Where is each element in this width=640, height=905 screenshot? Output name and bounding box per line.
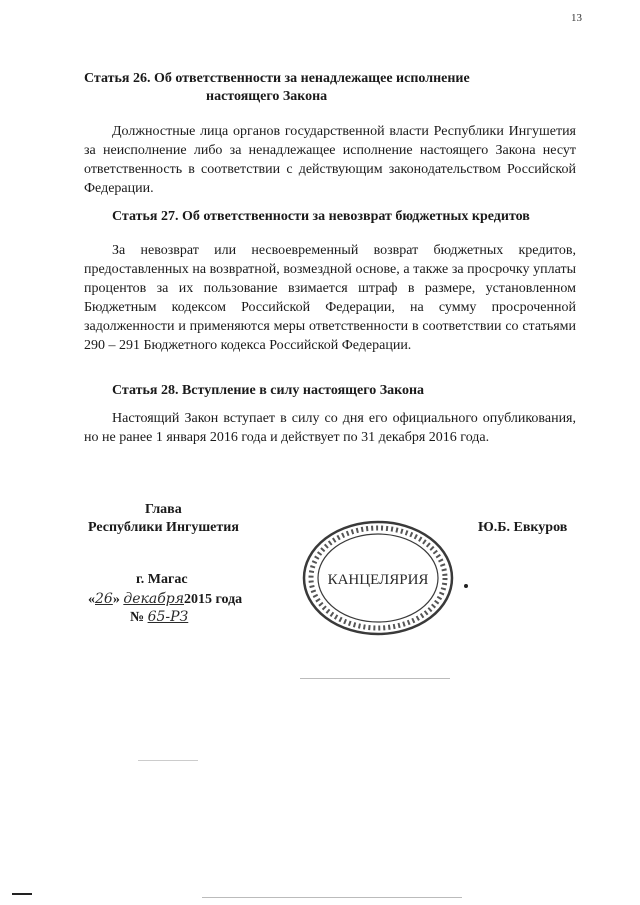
number-label: № [130,610,145,625]
signer-title-line2: Республики Ингушетия [88,520,239,535]
date-month: декабря [123,591,184,607]
scan-edge-mark [12,893,32,895]
signer-title-line1: Глава [145,502,182,517]
article-28-heading: Статья 28. Вступление в силу настоящего Закона [112,383,425,398]
scan-artifact-line [138,760,198,761]
article-26-heading-line1: Статья 26. Об ответственности за ненадлежащее исполнение [84,71,470,86]
page-number: 13 [571,12,582,24]
signer-name: Ю.Б. Евкуров [478,520,568,535]
article-28-text: Настоящий Закон вступает в силу со дня его официального опубликования, но не ранее 1 января 2016 года и действует по 31 декабря 2016 года. [84,411,576,445]
date-open-quote: « [88,592,95,607]
date-close-quote: » [112,592,120,607]
article-26-text: Должностные лица органов государственной власти Республики Ингушетия за неисполнение либо за ненадлежащее исполнение настоящего Закона несут ответственность в соответствии с действующим законодательством Российской Федерации. [84,124,576,196]
date-day: 26 [95,591,113,607]
date-year: 2015 года [183,592,243,607]
date-line [88,590,242,609]
law-number [130,608,188,627]
signature-mark [464,584,468,588]
stamp-center-text: КАНЦЕЛЯРИЯ [327,572,429,588]
article-26-heading-line2: настоящего Закона [206,89,328,104]
article-27-text: За невозврат или несвоевременный возврат бюджетных кредитов, предоставленных на возвратной, возмездной основе, а также за просрочку уплаты процентов за их пользование взимается штраф в размере, установленном Бюджетным кодексом Российской Федерации, на сумму просроченной задолженности и применяются меры ответственности в соответствии со статьями 290 – 291 Бюджетного кодекса Российской Федерации. [84,243,576,353]
office-stamp-icon [298,516,458,640]
article-26-heading [84,70,574,106]
scan-edge-line [202,897,462,898]
article-27-heading: Статья 27. Об ответственности за невозврат бюджетных кредитов [112,209,530,224]
number-value: 65-РЗ [147,609,189,625]
city: г. Магас [136,572,188,587]
scan-artifact-line [300,678,450,679]
